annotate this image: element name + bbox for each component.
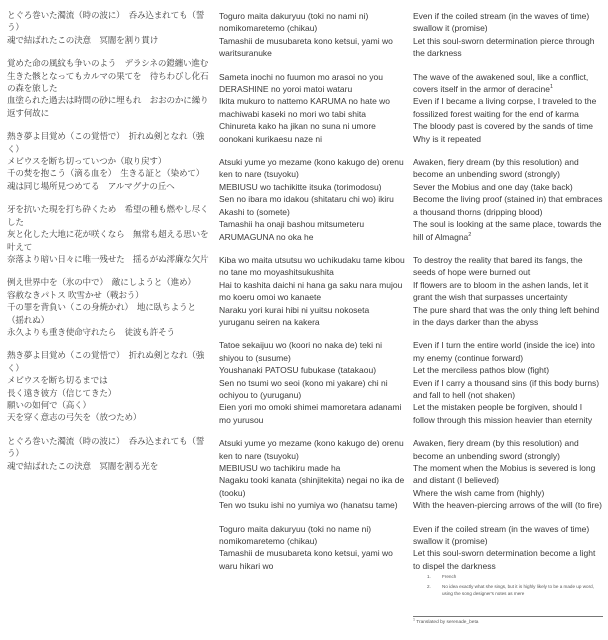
- endnote-text: No idea exactly what she sings, but it is highly likely to be a made up word, using the song designer's notes as mere: [442, 584, 594, 596]
- lyric-line: Let the mistaken people be forgiven, should I follow through this mission heavier than eternity: [413, 402, 593, 425]
- stanza: [7, 436, 211, 473]
- lyric-line: Toguro maita dakuryuu (toki no nami ni) nomikomaretemo (chikau): [219, 11, 369, 34]
- lyric-line: 熱き夢よ目覚め（この覚悟で） 折れぬ剣となれ（強く）: [7, 132, 205, 155]
- english-lyrics-column: [413, 10, 603, 583]
- stanza: [7, 204, 211, 266]
- stanza: [7, 350, 211, 424]
- lyric-line: Eien yori mo omoki shimei mamoretara adanami mo yurusou: [219, 402, 402, 425]
- lyric-line: 願いの如何で（高く）: [7, 400, 91, 411]
- endnote: [424, 573, 604, 580]
- lyric-line: Awaken, fiery dream (by this resolution) and become an unbending sword (strongly): [413, 438, 579, 461]
- lyric-line: 覚めた命の風紋も争いのよう デラシネの鎧纏い進む: [7, 59, 209, 70]
- lyric-line: Become the living proof (stained in) that embraces a thousand thorns (dripping blood): [413, 194, 603, 217]
- lyric-line: Even if I carry a thousand sins (if this body burns) and fall to hell (not shaken): [413, 377, 600, 400]
- lyric-line: Chinureta kako ha jikan no suna ni umore oonokani kurikaesu naze ni: [219, 121, 376, 144]
- credit-footnote-number: 1: [413, 617, 415, 622]
- lyric-line: If flowers are to bloom in the ashen lands, let it grant the wish that surpasses uncertainty: [413, 279, 589, 303]
- lyric-line: 魂で結ばれたこの決意 冥闇を割り貫け: [7, 35, 159, 46]
- stanza: [7, 58, 211, 120]
- lyric-line: Tamashii de musubareta kono ketsui, yami wo waru hikari wo: [219, 548, 393, 571]
- stanza: [219, 339, 407, 426]
- lyric-line-text: The soul is looking at the same place, towards the hill of Almagna: [413, 219, 602, 242]
- lyric-line: メビウスを断ち切るまでは: [7, 376, 108, 387]
- stanza: [219, 254, 407, 328]
- lyric-line: Ten wo tsuku ishi no yumiya wo (hanatsu tame): [219, 500, 398, 511]
- stanza: [7, 131, 211, 193]
- endnotes: [424, 573, 604, 600]
- lyric-line: Tamashii ha onaji bashou mitsumeteru ARUMAGUNA no oka he: [219, 219, 365, 242]
- endnote-number: 2.: [427, 584, 431, 589]
- stanza: [219, 437, 407, 511]
- lyric-line: Naraku yori kurai hibi ni yuitsu nokoseta yuruganu seiren na kakera: [219, 304, 370, 327]
- lyric-line: Let this soul-sworn determination become a light to dispel the darkness: [413, 548, 596, 571]
- endnote-text: French: [442, 574, 457, 579]
- stanza: [219, 156, 407, 243]
- lyric-line: Let this soul-sworn determination pierce through the darkness: [413, 35, 595, 59]
- lyric-line: Atsuki yume yo mezame (kono kakugo de) orenu ken to nare (tsuyoku): [219, 438, 404, 461]
- lyric-line: The moment when the Mobius is severed is long and distant (I believed): [413, 463, 596, 486]
- lyric-line: Kiba wo maita utsutsu wo uchikudaku tame kibou no tane mo moyashitsukushita: [219, 254, 405, 278]
- lyric-line: Nagaku tooki kanata (shinjitekita) negai no ika de (tooku): [219, 475, 405, 498]
- lyric-line: 魂は同じ場所見つめてる アルマグナの丘へ: [7, 181, 175, 192]
- lyric-line: Atsuki yume yo mezame (kono kakugo de) orenu ken to nare (tsuyoku): [219, 157, 404, 180]
- lyric-line: Ikita mukuro to nattemo KARUMA no hate wo machiwabi kaseki no mori wo tabi shita: [219, 96, 391, 119]
- lyric-line: Even if the coiled stream (in the waves of time) swallow it (promise): [413, 11, 590, 34]
- lyric-line: メビウスを断ち切っていつか（取り戻す）: [7, 157, 167, 168]
- lyric-line: 魂で結ばれたこの決意 冥闇を割る光を: [7, 461, 159, 472]
- lyric-line: 血塗られた過去は時間の砂に埋もれ おおのかに繰り返す何故に: [7, 96, 209, 119]
- footnote-ref[interactable]: 1: [550, 84, 554, 91]
- footnote-ref[interactable]: 2: [468, 231, 472, 238]
- stanza: [413, 71, 603, 145]
- lyric-line: Awaken, fiery dream (by this resolution) and become an unbending sword (strongly): [413, 157, 579, 180]
- lyric-line: 長く遠き彼方（信じてきた）: [7, 388, 117, 399]
- lyric-line: Hai to kashita daichi ni hana ga saku nara mujou mo koeru omoi wo kanaete: [219, 279, 403, 303]
- lyric-line: [413, 71, 603, 96]
- lyric-line: 天を穿く意志の弓矢を（放つため）: [7, 413, 142, 424]
- lyric-line: Sen no ibara mo idakou (shitataru chi wo) ikiru Akashi to (somete): [219, 194, 394, 217]
- japanese-lyrics-column: [7, 10, 211, 484]
- lyric-line: [413, 218, 603, 243]
- lyric-line: 永久よりも重き使命守れたら 徒波も許そう: [7, 327, 175, 338]
- lyric-line: 牙を抗いた現を打ち砕くため 希望の種も燃やし尽くした: [7, 205, 209, 228]
- translator-credit: [413, 616, 603, 626]
- lyric-line: 例え世界中を（氷の中で） 敵にしようと（進め）: [7, 278, 196, 289]
- endnote-number: 1.: [427, 574, 431, 579]
- lyric-line: With the heaven-piercing arrows of the will (to fire): [413, 500, 602, 511]
- lyric-line: Sever the Mobius and one day (take back): [413, 181, 573, 192]
- stanza: [7, 277, 211, 339]
- lyric-line: Where the wish came from (highly): [413, 487, 545, 498]
- lyric-line: 生きた骸となってもカルマの果てを 待ちわびし化石の森を旅した: [7, 71, 209, 95]
- lyric-line: 熱き夢よ目覚め（この覚悟で） 折れぬ剣となれ（強く）: [7, 351, 205, 374]
- stanza: [413, 437, 603, 511]
- lyric-line: Even if the coiled stream (in the waves of time) swallow it (promise): [413, 523, 590, 547]
- lyric-line: 灰と化した大地に花が咲くなら 無常も超える思いを叶えて: [7, 230, 209, 253]
- endnote: [424, 583, 604, 597]
- stanza: [219, 10, 407, 60]
- stanza: [413, 339, 603, 426]
- lyric-line: 千の罪を背負い（この身焼かれ） 地に臥ちようと（揺れぬ）: [7, 303, 196, 326]
- lyric-line: Sameta inochi no fuumon mo arasoi no you DERASHINE no yoroi matoi wataru: [219, 71, 383, 95]
- lyric-line: Tatoe sekaijuu wo (koori no naka de) teki ni shiyou to (susume): [219, 340, 383, 363]
- lyric-line: Tamashii de musubareta kono ketsui, yami wo waritsuranuke: [219, 35, 393, 59]
- stanza: [219, 523, 407, 573]
- stanza: [413, 254, 603, 328]
- lyric-line: To destroy the reality that bared its fangs, the seeds of hope were burned out: [413, 254, 583, 278]
- lyric-line: Sen no tsumi wo seoi (kono mi yakare) chi ni ochiyou to (yuruganu): [219, 377, 388, 400]
- lyric-line: The pure shard that was the only thing left behind in the days darker than the abyss: [413, 304, 600, 327]
- stanza: [413, 523, 603, 573]
- lyric-line: Even if I became a living corpse, I traveled to the fossilized forest waiting for the end of karma: [413, 96, 597, 119]
- lyric-line: MEBIUSU wo tachikitte itsuka (torimodosu): [219, 181, 382, 192]
- lyric-line: 奈落より暗い日々に唯一残せた 揺るがぬ澪廉な欠片: [7, 254, 209, 265]
- lyric-line: 容赦なきパトス 吹雪かせ（戦おう）: [7, 290, 144, 301]
- lyric-line: Let the merciless pathos blow (fight): [413, 365, 550, 376]
- lyric-line: Even if I turn the entire world (inside the ice) into my enemy (continue forward): [413, 340, 595, 363]
- stanza: [413, 10, 603, 60]
- lyric-line: MEBIUSU wo tachikiru made ha: [219, 463, 341, 473]
- lyric-line: 千の焚を抱こう（滴る血を） 生きる証と（染めて）: [7, 169, 205, 180]
- stanza: [219, 71, 407, 145]
- lyric-line: とぐろ巻いた濁流（時の波に） 呑み込まれても（誓う）: [7, 11, 205, 34]
- lyric-line: Youshanaki PATOSU fubukase (tatakaou): [219, 365, 377, 376]
- lyric-line: とぐろ巻いた濁流（時の波に） 呑み込まれても（誓う）: [7, 436, 205, 460]
- romaji-lyrics-column: [219, 10, 407, 583]
- lyric-line: The bloody past is covered by the sands of time: [413, 121, 594, 132]
- lyric-line: Why is it repeated: [413, 133, 482, 144]
- stanza: [7, 10, 211, 47]
- lyric-line: Toguro maita dakuryuu (toki no name ni) nomikomaretemo (chikau): [219, 523, 372, 547]
- credit-text: Translated by serenade_beta: [416, 620, 479, 625]
- lyric-line-text: The wave of the awakened soul, like a conflict, covers itself in the armor of deracine: [413, 71, 589, 95]
- stanza: [413, 156, 603, 243]
